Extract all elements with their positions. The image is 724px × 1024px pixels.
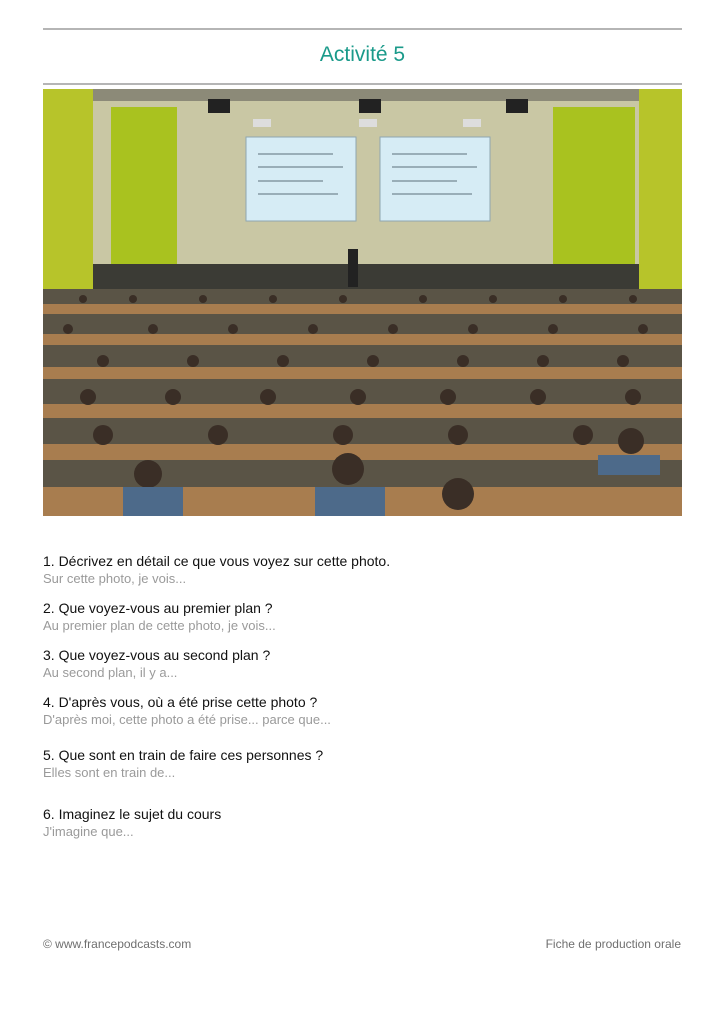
top-divider xyxy=(43,28,682,30)
question-3-text: 3. Que voyez-vous au second plan ? xyxy=(43,647,271,663)
question-block-1 xyxy=(43,553,682,587)
question-block-4 xyxy=(43,694,682,728)
answer-2-prompt: Au premier plan de cette photo, je vois... xyxy=(43,618,276,633)
answer-5-prompt: Elles sont en train de... xyxy=(43,765,176,780)
question-4-text: 4. D'après vous, où a été prise cette photo ? xyxy=(43,694,318,710)
answer-4-prompt: D'après moi, cette photo a été prise... parce que... xyxy=(43,712,331,727)
footer-doc-type: Fiche de production orale xyxy=(545,937,681,951)
answer-1-prompt: Sur cette photo, je vois... xyxy=(43,571,187,586)
question-block-5 xyxy=(43,747,682,781)
answer-6-prompt: J'imagine que... xyxy=(43,824,134,839)
question-5-text: 5. Que sont en train de faire ces personnes ? xyxy=(43,747,324,763)
question-block-6 xyxy=(43,806,682,840)
answer-3-prompt: Au second plan, il y a... xyxy=(43,665,178,680)
question-6-text: 6. Imaginez le sujet du cours xyxy=(43,806,222,822)
question-block-2 xyxy=(43,600,682,634)
question-block-3 xyxy=(43,647,682,681)
page-title: Activité 5 xyxy=(319,43,406,66)
footer-website: © www.francepodcasts.com xyxy=(43,937,192,951)
question-2-text: 2. Que voyez-vous au premier plan ? xyxy=(43,600,273,616)
lecture-hall-photo xyxy=(43,89,682,516)
question-1-text: 1. Décrivez en détail ce que vous voyez sur cette photo. xyxy=(43,553,391,569)
title-divider xyxy=(43,83,682,85)
